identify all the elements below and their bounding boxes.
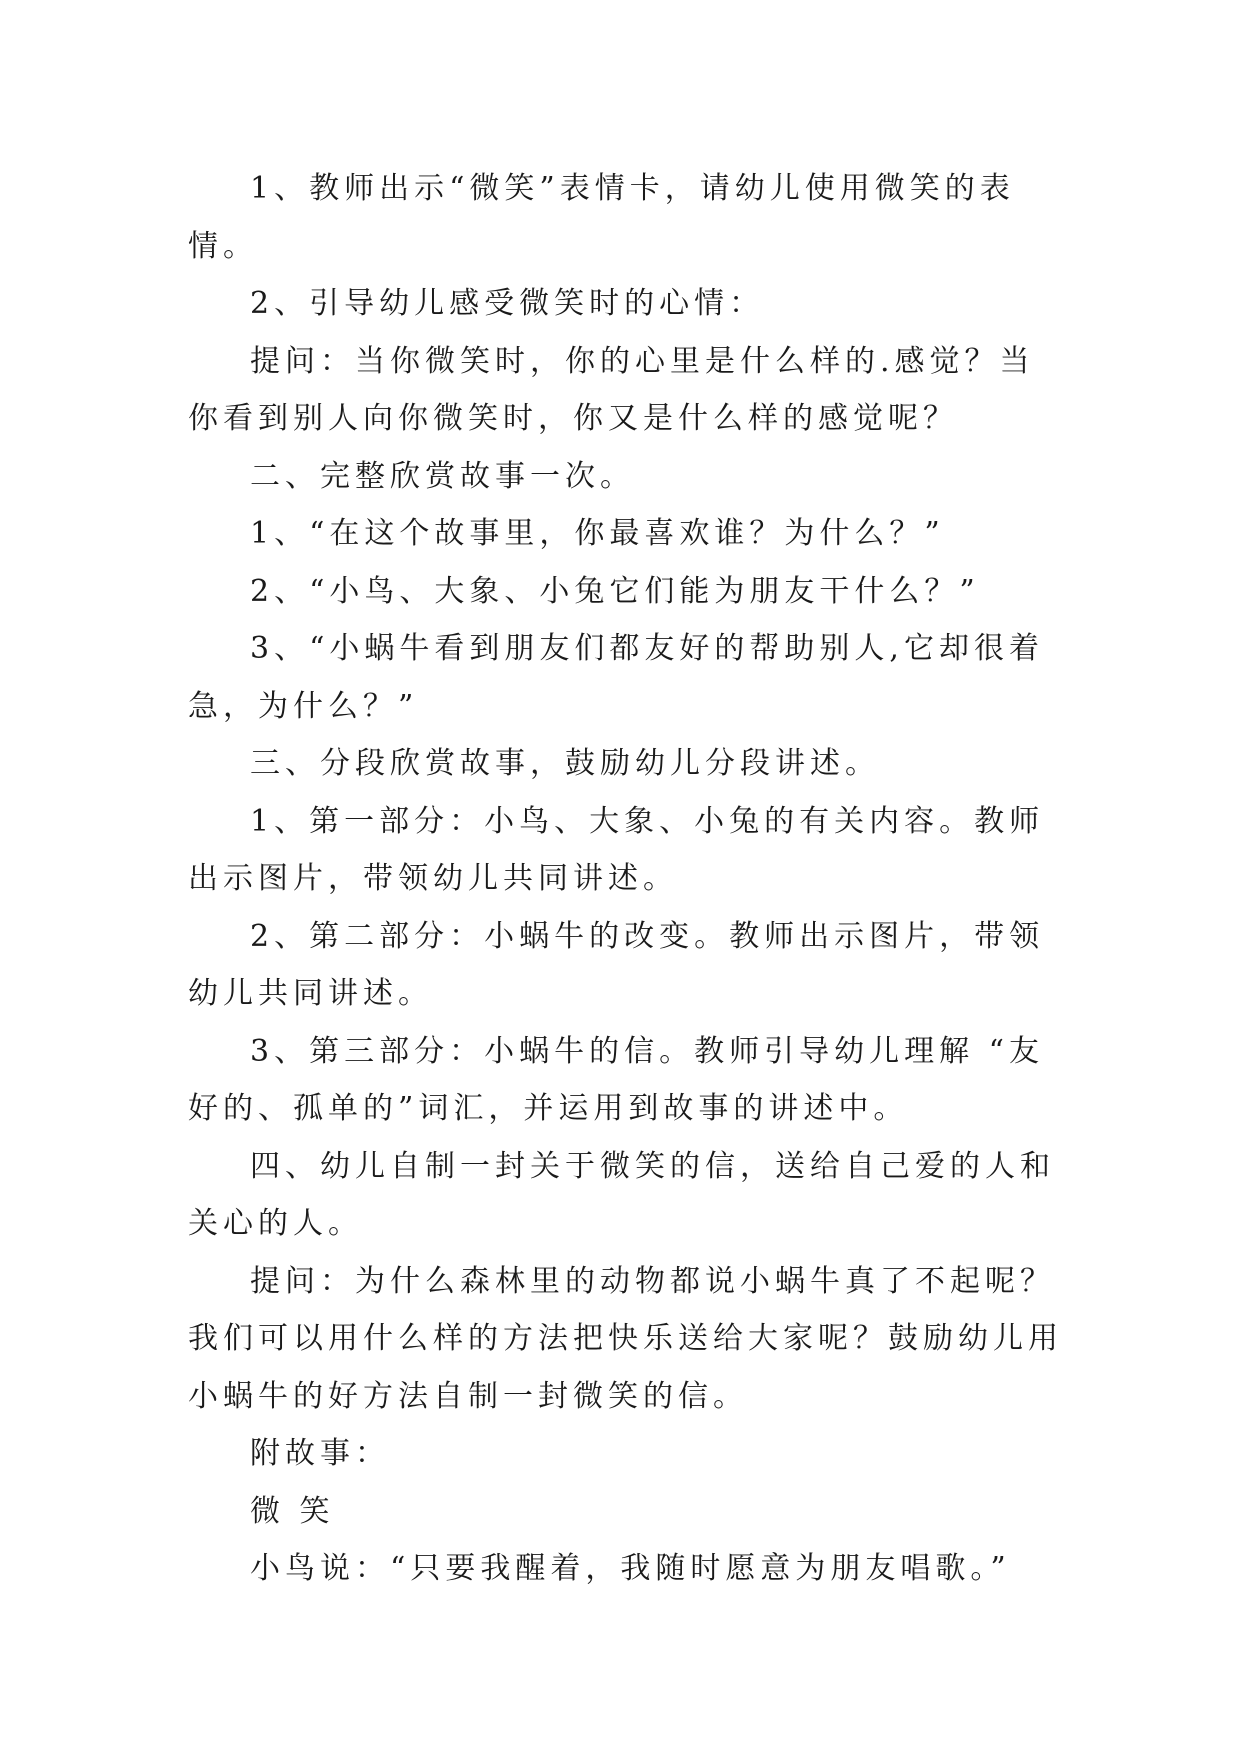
section-heading-3: 三、分段欣赏故事，鼓励幼儿分段讲述。 bbox=[250, 746, 880, 781]
paragraph-step-2: 2、引导幼儿感受微笑时的心情： bbox=[250, 286, 765, 321]
paragraph-section2-item-3: 3、“小蜗牛看到朋友们都友好的帮助别人,它却很着急，为什么？” bbox=[188, 631, 1044, 724]
paragraph-section2-item-1: 1、“在这个故事里，你最喜欢谁？为什么？” bbox=[250, 516, 945, 551]
story-title: 微 笑 bbox=[250, 1493, 335, 1529]
appendix-label: 附故事： bbox=[250, 1436, 390, 1471]
document-body bbox=[188, 160, 1068, 1598]
paragraph-section3-item-2: 2、第二部分：小蜗牛的改变。教师出示图片，带领幼儿共同讲述。 bbox=[188, 918, 1045, 1011]
paragraph-section3-item-1: 1、第一部分：小鸟、大象、小兔的有关内容。教师出示图片，带领幼儿共同讲述。 bbox=[188, 803, 1045, 896]
section-heading-2: 二、完整欣赏故事一次。 bbox=[250, 458, 635, 494]
paragraph-step-1: 1、教师出示“微笑”表情卡，请幼儿使用微笑的表情。 bbox=[188, 171, 1015, 264]
paragraph-question-2: 提问：为什么森林里的动物都说小蜗牛真了不起呢？我们可以用什么样的方法把快乐送给大家呢？鼓励幼儿用小蜗牛的好方法自制一封微笑的信。 bbox=[188, 1263, 1063, 1414]
story-paragraph-1: 小鸟说：“只要我醒着，我随时愿意为朋友唱歌。” bbox=[250, 1551, 1011, 1586]
paragraph-section3-item-3: 3、第三部分：小蜗牛的信。教师引导幼儿理解 “友好的、孤单的”词汇，并运用到故事的讲述中。 bbox=[188, 1033, 1044, 1126]
paragraph-question-1: 提问：当你微笑时，你的心里是什么样的.感觉？当你看到别人向你微笑时，你又是什么样的感觉呢？ bbox=[188, 343, 1035, 436]
paragraph-section2-item-2: 2、“小鸟、大象、小兔它们能为朋友干什么？” bbox=[250, 573, 980, 609]
section-heading-4: 四、幼儿自制一封关于微笑的信，送给自己爱的人和关心的人。 bbox=[188, 1148, 1055, 1241]
